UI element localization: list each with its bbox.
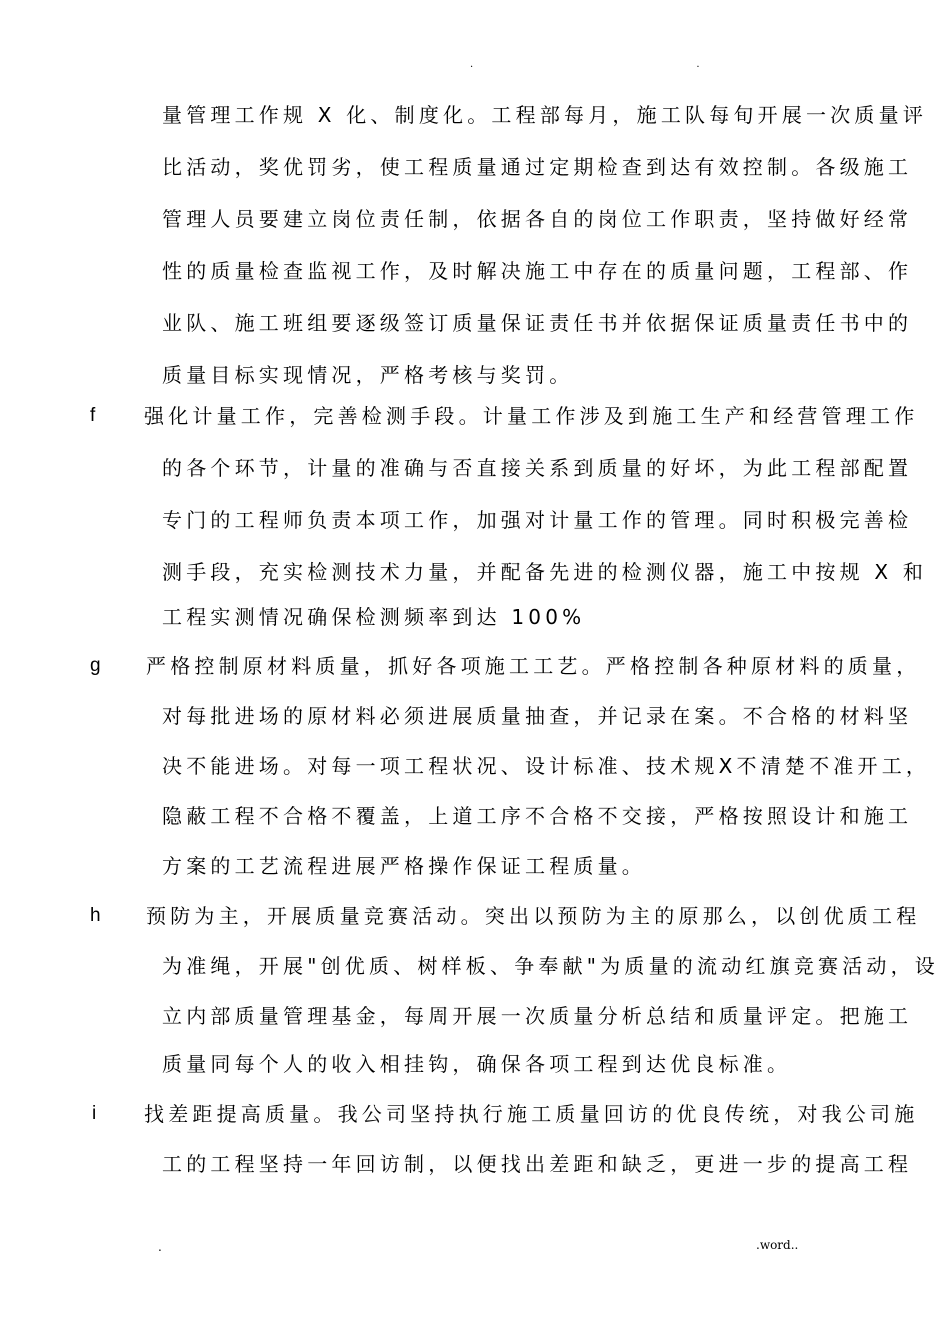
text-line: 对每批进场的原材料必须进展质量抽查，并记录在案。不合格的材料坚: [162, 704, 913, 728]
list-marker-h: h: [90, 905, 101, 926]
text-line: 工程实测情况确保检测频率到达 100%: [162, 605, 586, 629]
text-line: 严格控制原材料质量，抓好各项施工工艺。严格控制各种原材料的质量，: [146, 654, 921, 678]
text-line: 量管理工作规 X 化、制度化。工程部每月，施工队每旬开展一次质量评: [162, 103, 928, 127]
text-line: 立内部质量管理基金，每周开展一次质量分析总结和质量评定。把施工: [162, 1004, 913, 1028]
text-line: 方案的工艺流程进展严格操作保证工程质量。: [162, 854, 646, 878]
text-line: 比活动，奖优罚劣，使工程质量通过定期检查到达有效控制。各级施工: [162, 155, 913, 179]
text-line: 决不能进场。对每一项工程状况、设计标准、技术规X不清楚不准开工，: [162, 754, 931, 778]
footer-dot: .: [158, 1240, 162, 1254]
text-line: 预防为主，开展质量竞赛活动。突出以预防为主的原那么，以创优质工程: [146, 904, 921, 928]
text-line: 质量同每个人的收入相挂钩，确保各项工程到达优良标准。: [162, 1052, 792, 1076]
text-line: 业队、施工班组要逐级签订质量保证责任书并依据保证质量责任书中的: [162, 311, 913, 335]
list-marker-f: f: [90, 405, 96, 426]
text-line: 找差距提高质量。我公司坚持执行施工质量回访的优良传统，对我公司施: [144, 1102, 919, 1126]
list-marker-g: g: [90, 655, 101, 676]
text-line: 管理人员要建立岗位责任制，依据各自的岗位工作职责，坚持做好经常: [162, 207, 913, 231]
text-line: 质量目标实现情况，严格考核与奖罚。: [162, 363, 574, 387]
text-line: 隐蔽工程不合格不覆盖，上道工序不合格不交接，严格按照设计和施工: [162, 804, 913, 828]
text-line: 性的质量检查监视工作，及时解决施工中存在的质量问题，工程部、作: [162, 259, 913, 283]
text-line: 为准绳，开展"创优质、树样板、争奉献"为质量的流动红旗竞赛活动，设: [162, 954, 939, 978]
text-line: 的各个环节，计量的准确与否直接关系到质量的好坏，为此工程部配置: [162, 456, 913, 480]
list-marker-i: i: [92, 1103, 97, 1124]
page-header-dots: . .: [470, 59, 810, 70]
footer-word-label: .word..: [756, 1238, 799, 1252]
text-line: 专门的工程师负责本项工作，加强对计量工作的管理。同时积极完善检: [162, 508, 913, 532]
text-line: 测手段，充实检测技术力量，并配备先进的检测仪器，施工中按规 X 和: [162, 560, 928, 584]
text-line: 强化计量工作，完善检测手段。计量工作涉及到施工生产和经营管理工作: [144, 404, 919, 428]
text-line: 工的工程坚持一年回访制，以便找出差距和缺乏，更进一步的提高工程: [162, 1152, 913, 1176]
